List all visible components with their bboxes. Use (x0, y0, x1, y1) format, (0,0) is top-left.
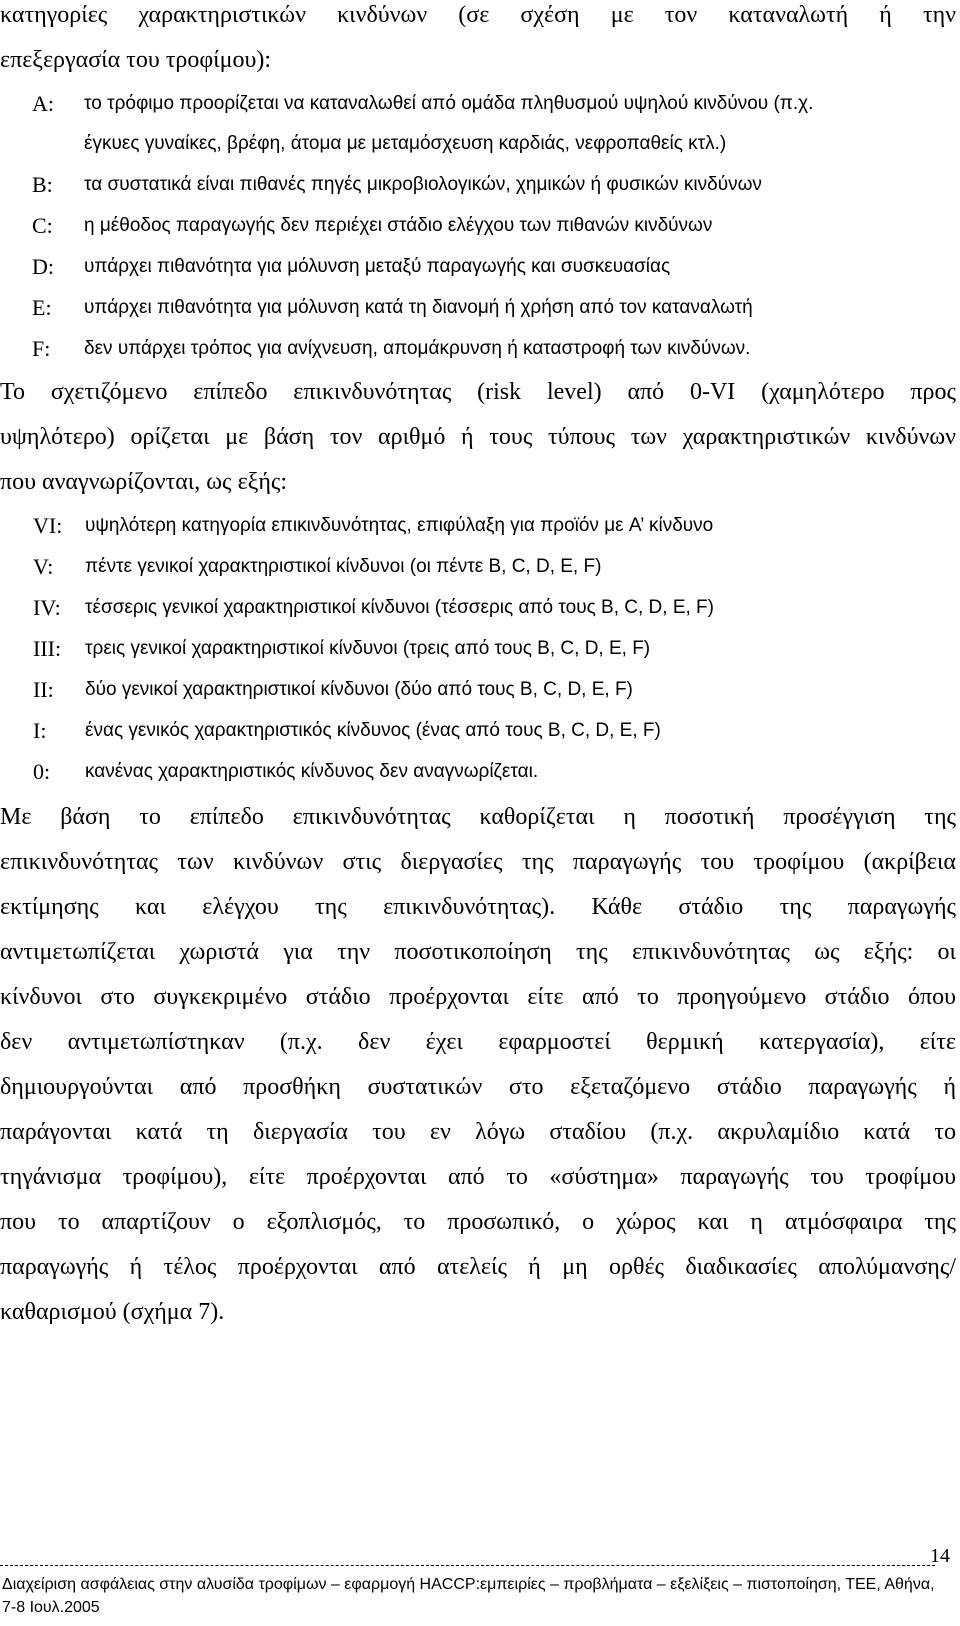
risk-level-i (33, 716, 933, 746)
hazard-item-b (32, 170, 932, 200)
risk-level-vi (33, 511, 933, 541)
risk-level-iii (33, 634, 933, 664)
hazard-code: F: (32, 336, 51, 361)
hazard-item-a (32, 89, 932, 119)
hazard-description: υπάρχει πιθανότητα για μόλυνση κατά τη διανομή ή χρήση από τον καταναλωτή (84, 297, 753, 318)
risk-level-description: τέσσερις γενικοί χαρακτηριστικοί κίνδυνοι (τέσσερις από τους B, C, D, E, F) (85, 597, 714, 618)
hazard-code: D: (32, 254, 54, 279)
footer-divider (0, 1565, 935, 1566)
footer-citation: Διαχείριση ασφάλειας στην αλυσίδα τροφίμων – εφαρμογή HACCP:εμπειρίες – προβλήματα – εξελίξεις – πιστοποίηση, ΤΕΕ, Αθήνα, 7-8 Ιουλ.2005 (2, 1576, 935, 1616)
risk-paragraph-line-2: υψηλότερο) ορίζεται με βάση τον αριθμό ή τους τύπους των χαρακτηριστικών κινδύνων (0, 424, 956, 450)
hazard-description: τα συστατικά είναι πιθανές πηγές μικροβιολογικών, χημικών ή φυσικών κινδύνων (84, 174, 762, 195)
hazard-item-a-continued (32, 129, 932, 159)
hazard-code: C: (32, 213, 53, 238)
hazard-description: η μέθοδος παραγωγής δεν περιέχει στάδιο ελέγχου των πιθανών κινδύνων (84, 215, 713, 236)
risk-level-v (33, 552, 933, 582)
approach-paragraph-line-1: Με βάση το επίπεδο επικινδυνότητας καθορίζεται η ποσοτική προσέγγιση της (0, 804, 956, 830)
risk-level-0 (33, 757, 933, 787)
risk-level-code: VI: (33, 513, 63, 538)
risk-level-ii (33, 675, 933, 705)
approach-paragraph-line-10: που το απαρτίζουν ο εξοπλισμός, το προσωπικό, ο χώρος και η ατμόσφαιρα της (0, 1209, 956, 1235)
hazard-item-d (32, 252, 932, 282)
risk-level-code: I: (33, 718, 47, 743)
approach-paragraph-line-4: αντιμετωπίζεται χωριστά για την ποσοτικοποίηση της επικινδυνότητας ως εξής: οι (0, 939, 956, 965)
approach-paragraph-line-9: τηγάνισμα τροφίμου), είτε προέρχονται από το «σύστημα» παραγωγής του τροφίμου (0, 1164, 956, 1190)
approach-paragraph-line-7: δημιουργούνται από προσθήκη συστατικών στο εξεταζόμενο στάδιο παραγωγής ή (0, 1074, 956, 1100)
risk-level-code: 0: (33, 759, 51, 784)
hazard-description: υπάρχει πιθανότητα για μόλυνση μεταξύ παραγωγής και συσκευασίας (84, 256, 671, 277)
risk-paragraph-line-1: Το σχετιζόμενο επίπεδο επικινδυνότητας (risk level) από 0-VI (χαμηλότερο προς (0, 379, 956, 405)
hazard-item-c (32, 211, 932, 241)
risk-level-description: δύο γενικοί χαρακτηριστικοί κίνδυνοι (δύο από τους B, C, D, E, F) (85, 679, 633, 700)
risk-level-description: κανένας χαρακτηριστικός κίνδυνος δεν αναγνωρίζεται. (85, 761, 539, 782)
risk-level-iv (33, 593, 933, 623)
page-number: 14 (930, 1545, 950, 1567)
intro-line-1: κατηγορίες χαρακτηριστικών κινδύνων (σε σχέση με τον καταναλωτή ή την (0, 2, 956, 28)
hazard-code: A: (32, 91, 54, 116)
risk-level-description: υψηλότερη κατηγορία επικινδυνότητας, επιφύλαξη για προϊόν με A’ κίνδυνο (85, 515, 714, 536)
hazard-description: δεν υπάρχει τρόπος για ανίχνευση, απομάκρυνση ή καταστροφή των κινδύνων. (84, 338, 751, 359)
risk-level-code: V: (33, 554, 54, 579)
risk-level-code: III: (33, 636, 62, 661)
approach-paragraph-line-11: παραγωγής ή τέλος προέρχονται από ατελείς ή μη ορθές διαδικασίες απολύμανσης/ (0, 1254, 956, 1280)
approach-paragraph-line-5: κίνδυνοι στο συγκεκριμένο στάδιο προέρχονται είτε από το προηγούμενο στάδιο όπου (0, 984, 956, 1010)
hazard-code: E: (32, 295, 52, 320)
hazard-item-e (32, 293, 932, 323)
risk-level-description: τρεις γενικοί χαρακτηριστικοί κίνδυνοι (τρεις από τους B, C, D, E, F) (85, 638, 651, 659)
risk-level-code: II: (33, 677, 54, 702)
hazard-item-f (32, 334, 932, 364)
risk-level-description: πέντε γενικοί χαρακτηριστικοί κίνδυνοι (οι πέντε B, C, D, E, F) (85, 556, 602, 577)
risk-level-code: IV: (33, 595, 61, 620)
approach-paragraph-line-12: καθαρισμού (σχήμα 7). (0, 1299, 225, 1325)
risk-paragraph-line-3: που αναγνωρίζονται, ως εξής: (0, 469, 288, 495)
approach-paragraph-line-6: δεν αντιμετωπίστηκαν (π.χ. δεν έχει εφαρμοστεί θερμική κατεργασία), είτε (0, 1029, 956, 1055)
hazard-description: έγκυες γυναίκες, βρέφη, άτομα με μεταμόσχευση καρδιάς, νεφροπαθείς κτλ.) (84, 133, 727, 154)
intro-line-2: επεξεργασία του τροφίμου): (0, 47, 272, 73)
hazard-code: B: (32, 172, 53, 197)
approach-paragraph-line-8: παράγονται κατά τη διεργασία του εν λόγω σταδίου (π.χ. ακρυλαμίδιο κατά το (0, 1119, 956, 1145)
approach-paragraph-line-3: εκτίμησης και ελέγχου της επικινδυνότητας). Κάθε στάδιο της παραγωγής (0, 894, 956, 920)
hazard-description: το τρόφιμο προορίζεται να καταναλωθεί από ομάδα πληθυσμού υψηλού κινδύνου (π.χ. (84, 93, 814, 114)
risk-level-description: ένας γενικός χαρακτηριστικός κίνδυνος (ένας από τους B, C, D, E, F) (85, 720, 661, 741)
approach-paragraph-line-2: επικινδυνότητας των κινδύνων στις διεργασίες της παραγωγής του τροφίμου (ακρίβεια (0, 849, 956, 875)
